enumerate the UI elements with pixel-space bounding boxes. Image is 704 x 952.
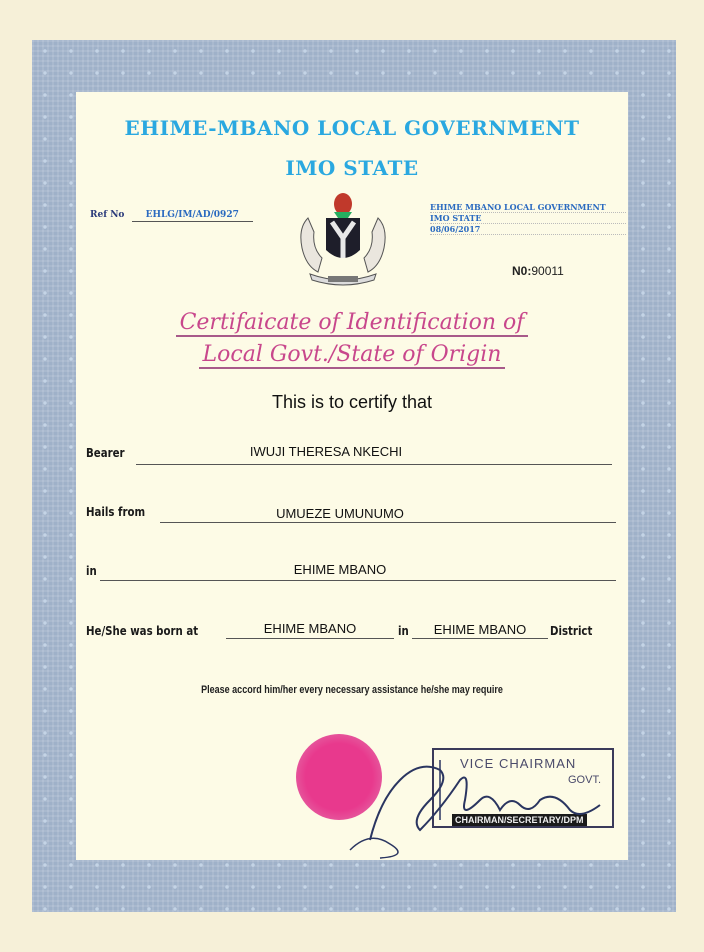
hails-from-label: Hails from — [86, 505, 146, 519]
hails-from-value: UMUEZE UMUNUMO — [276, 506, 404, 521]
born-in-label: in — [398, 624, 409, 638]
serial-value: 90011 — [531, 264, 564, 278]
district-label: District — [550, 624, 593, 638]
certificate-title-line1 — [0, 310, 704, 335]
certificate-header-title: EHIME-MBANO LOCAL GOVERNMENT — [124, 116, 580, 140]
certify-statement: This is to certify that — [271, 392, 433, 412]
lga-label: in — [86, 564, 97, 578]
district-line — [412, 638, 548, 639]
date-stamp-line1: EHIME MBANO LOCAL GOVERNMENT — [430, 202, 626, 213]
district-value: EHIME MBANO — [433, 622, 527, 637]
certificate-title-line2 — [0, 342, 704, 367]
hails-from-line — [160, 522, 616, 523]
reference-block — [90, 210, 253, 222]
coat-of-arms-icon — [288, 188, 398, 288]
serial-label: N0: — [512, 264, 532, 278]
date-stamp-line2: IMO STATE — [430, 213, 626, 224]
signature-icon — [340, 740, 620, 860]
lga-line — [100, 580, 616, 581]
serial-number — [512, 264, 564, 278]
certificate-title-line1-text: Certifaicate of Identification of — [176, 310, 529, 337]
date-stamp — [430, 202, 626, 235]
stamp-title: VICE CHAIRMAN — [460, 756, 577, 771]
stamp-govt: GOVT. — [568, 774, 602, 786]
lga-value: EHIME MBANO — [293, 562, 387, 577]
certificate-header-state: IMO STATE — [285, 156, 419, 180]
stamp-designation: CHAIRMAN/SECRETARY/DPM — [452, 814, 587, 826]
certificate-title-line2-text: Local Govt./State of Origin — [199, 342, 506, 369]
reference-label: Ref No — [90, 210, 125, 220]
bearer-value: IWUJI THERESA NKECHI — [249, 444, 403, 459]
date-stamp-date: 08/06/2017 — [430, 224, 626, 235]
assistance-statement: Please accord him/her every necessary assistance he/she may require — [201, 684, 503, 696]
born-at-line — [226, 638, 394, 639]
born-at-value: EHIME MBANO — [263, 621, 357, 636]
born-at-label: He/She was born at — [86, 624, 199, 638]
bearer-label: Bearer — [86, 446, 125, 460]
bearer-line — [136, 464, 612, 465]
reference-number: EHLG/IM/AD/0927 — [132, 210, 253, 222]
